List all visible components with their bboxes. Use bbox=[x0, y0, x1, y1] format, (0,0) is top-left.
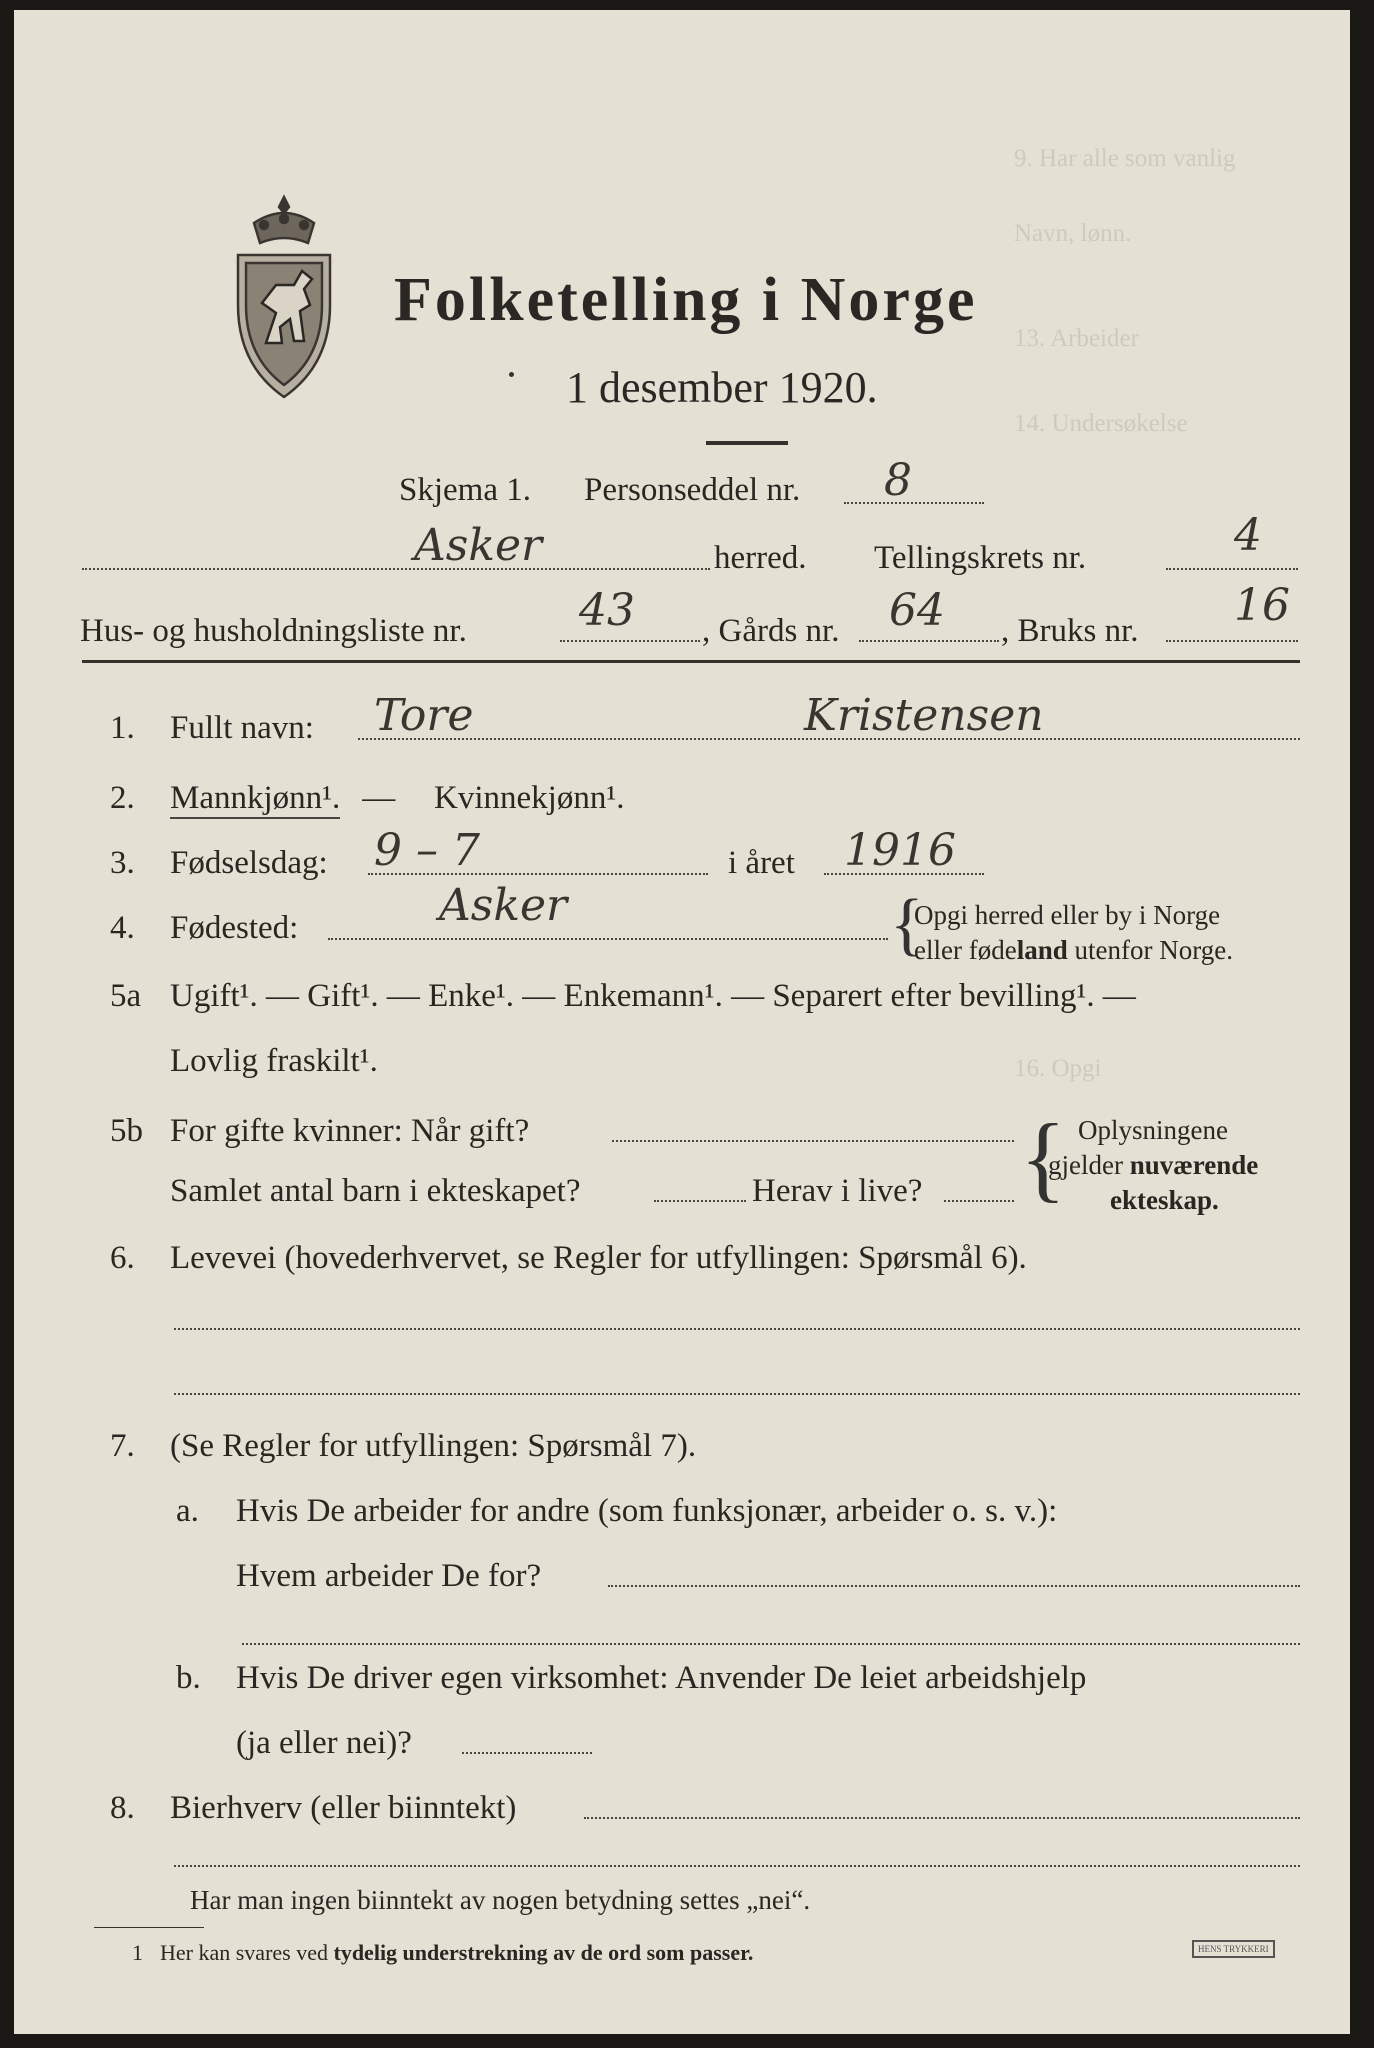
personseddel-field[interactable] bbox=[844, 502, 984, 504]
q7b-number: b. bbox=[176, 1660, 201, 1696]
hired-help-field[interactable] bbox=[462, 1752, 592, 1754]
printer-stamp: HENS TRYKKERI bbox=[1192, 1940, 1275, 1958]
birthplace-brace: { bbox=[890, 886, 924, 963]
q8-number: 8. bbox=[110, 1790, 135, 1826]
marriage-note-2 bbox=[1048, 1150, 1258, 1181]
employer-field-1[interactable] bbox=[608, 1585, 1300, 1587]
tellingskrets-label: Tellingskrets nr. bbox=[874, 540, 1087, 576]
birthplace-field[interactable] bbox=[328, 938, 888, 940]
q2-number: 2. bbox=[110, 780, 135, 816]
side-income-field-2[interactable] bbox=[174, 1865, 1300, 1867]
census-form: 9. Har alle som vanlig Navn, lønn. 13. Arbeider 14. Undersøkelse 16. Opgi Folketelling i Norge 1 desember 1920. Skjema 1. Personseddel nr. 8 Asker herred. Tellingskrets nr. 4 Hus- og husholdningsliste nr. 43 , Gårds nr. 64 , Bruks nr. 16 1. Fullt navn: Tore Kristensen 2. Mannkjønn¹. — Kvinnekjønn¹. 3. Fødselsdag: 9 – 7 i året 1916 4. Fødested: Asker { Opgi herred eller by i Norge eller fødeland utenfor Norge. 5a Ugift¹. — Gift¹. — Enke¹. — Enkemann¹. — Separert efter bevilling¹. — Lovlig fraskilt¹. 5b For gifte kvinner: Når gift? Samlet antal barn i ekteskapet? Herav i live? { Oplysningene gjelder nuværende ekteskap. 6. Levevei (hovederhvervet, se Regler for utfyllingen: Spørsmål 6). 7. (Se Regler for utfyllingen: Spørsmål 7). a. Hvis De arbeider for andre (som funksjonær, arbeider o. s. v.): Hvem arbeider De for? b. Hvis De driver egen virksomhet: Anvender De leiet arbeidshjelp (ja eller nei)? 8. Bierhverv (eller biinntekt) Har man ingen biinntekt av nogen betydning settes „nei“. 1 Her kan svares ved tydelig understrekning av de ord som passer. HENS TRYKKERI bbox=[14, 10, 1350, 2034]
gender-male-label: Mannkjønn¹. bbox=[170, 780, 341, 816]
employer-label: Hvem arbeider De for? bbox=[236, 1558, 542, 1594]
q3-number: 3. bbox=[110, 845, 135, 881]
q4-number: 4. bbox=[110, 910, 135, 946]
q7a-number: a. bbox=[176, 1493, 199, 1529]
bruks-label: , Bruks nr. bbox=[1001, 613, 1139, 649]
header-rule bbox=[82, 660, 1300, 663]
when-married-field[interactable] bbox=[612, 1140, 1014, 1142]
occupation-field-1[interactable] bbox=[174, 1328, 1300, 1330]
schema-label: Skjema 1. bbox=[399, 472, 531, 508]
q1-number: 1. bbox=[110, 710, 135, 746]
birth-year-value: 1916 bbox=[844, 825, 956, 876]
q1-label: Fullt navn: bbox=[170, 710, 314, 746]
marriage-note-2b: nuværende bbox=[1129, 1150, 1259, 1180]
marriage-brace: { bbox=[1020, 1104, 1067, 1211]
birthplace-value: Asker bbox=[439, 880, 568, 931]
side-income-label: Bierhverv (eller biinntekt) bbox=[170, 1790, 517, 1826]
birthplace-note-2 bbox=[914, 935, 1233, 966]
birthplace-note-1: Opgi herred eller by i Norge bbox=[914, 900, 1221, 930]
marriage-note-3: ekteskap. bbox=[1110, 1185, 1219, 1215]
form-title: Folketelling i Norge bbox=[394, 266, 978, 334]
personseddel-value: 8 bbox=[884, 455, 912, 506]
footnote-rule bbox=[94, 1927, 204, 1928]
occupation-field-2[interactable] bbox=[174, 1393, 1300, 1395]
marital-status-divorced[interactable]: Lovlig fraskilt¹. bbox=[170, 1043, 378, 1079]
first-name-value: Tore bbox=[374, 690, 474, 741]
q7b-question: Hvis De driver egen virksomhet: Anvender De leiet arbeidshjelp bbox=[236, 1660, 1087, 1696]
dot-mark bbox=[509, 372, 514, 377]
q6-number: 6. bbox=[110, 1240, 135, 1276]
marriage-note-2a: gjelder bbox=[1048, 1150, 1130, 1180]
hus-field[interactable] bbox=[560, 640, 700, 642]
q7-label: (Se Regler for utfyllingen: Spørsmål 7). bbox=[170, 1428, 697, 1464]
q5a-number: 5a bbox=[110, 978, 142, 1014]
q7a-question: Hvis De arbeider for andre (som funksjonær, arbeider o. s. v.): bbox=[236, 1493, 1058, 1529]
when-married-label: For gifte kvinner: Når gift? bbox=[170, 1113, 530, 1149]
gards-label: , Gårds nr. bbox=[702, 613, 840, 649]
bruks-value: 16 bbox=[1234, 580, 1290, 631]
hus-value: 43 bbox=[579, 585, 635, 636]
q5b-number: 5b bbox=[110, 1113, 143, 1149]
tellingskrets-value: 4 bbox=[1234, 510, 1262, 561]
coat-of-arms-icon bbox=[224, 193, 344, 403]
hired-help-label: (ja eller nei)? bbox=[236, 1725, 412, 1761]
children-count-label: Samlet antal barn i ekteskapet? bbox=[170, 1173, 581, 1209]
birthplace-note-2b: land bbox=[1016, 935, 1068, 965]
bruks-field[interactable] bbox=[1166, 640, 1298, 642]
birthdate-value: 9 – 7 bbox=[374, 825, 480, 876]
footnote-text-a: Her kan svares ved bbox=[160, 1940, 334, 1965]
gender-separator: — bbox=[354, 780, 404, 816]
gender-female-option[interactable]: Kvinnekjønn¹. bbox=[434, 780, 625, 816]
birthplace-note-2a: eller føde bbox=[914, 935, 1017, 965]
herred-field[interactable] bbox=[82, 568, 710, 570]
q7-number: 7. bbox=[110, 1428, 135, 1464]
children-alive-field[interactable] bbox=[944, 1200, 1014, 1202]
q3-label: Fødselsdag: bbox=[170, 845, 328, 881]
children-count-field[interactable] bbox=[654, 1200, 746, 1202]
marriage-note-1: Oplysningene bbox=[1078, 1115, 1228, 1145]
herred-label: herred. bbox=[714, 540, 807, 576]
marital-status-options[interactable]: Ugift¹. — Gift¹. — Enke¹. — Enkemann¹. — Separert efter bevilling¹. — bbox=[170, 978, 1136, 1014]
gards-value: 64 bbox=[889, 585, 945, 636]
title-rule bbox=[706, 441, 788, 445]
hus-label: Hus- og husholdningsliste nr. bbox=[80, 613, 467, 649]
children-alive-label: Herav i live? bbox=[752, 1173, 923, 1209]
gards-field[interactable] bbox=[859, 640, 999, 642]
herred-value: Asker bbox=[414, 520, 543, 571]
footnote-text bbox=[160, 1940, 753, 1966]
occupation-label: Levevei (hovederhvervet, se Regler for utfyllingen: Spørsmål 6). bbox=[170, 1240, 1027, 1276]
personseddel-label: Personseddel nr. bbox=[584, 472, 801, 508]
tellingskrets-field[interactable] bbox=[1166, 568, 1298, 570]
footnote-text-b: tydelig understrekning av de ord som passer. bbox=[333, 1940, 754, 1965]
birthplace-note-2c: utenfor Norge. bbox=[1067, 935, 1233, 965]
birth-year-label: i året bbox=[728, 845, 795, 881]
gender-male-option[interactable] bbox=[170, 780, 340, 819]
q4-label: Fødested: bbox=[170, 910, 299, 946]
employer-field-2[interactable] bbox=[242, 1643, 1300, 1645]
form-date: 1 desember 1920. bbox=[566, 363, 878, 412]
side-income-field-1[interactable] bbox=[584, 1817, 1300, 1819]
footnote-mark: 1 bbox=[132, 1940, 143, 1965]
side-income-note: Har man ingen biinntekt av nogen betydning settes „nei“. bbox=[190, 1885, 811, 1915]
last-name-value: Kristensen bbox=[804, 690, 1044, 741]
